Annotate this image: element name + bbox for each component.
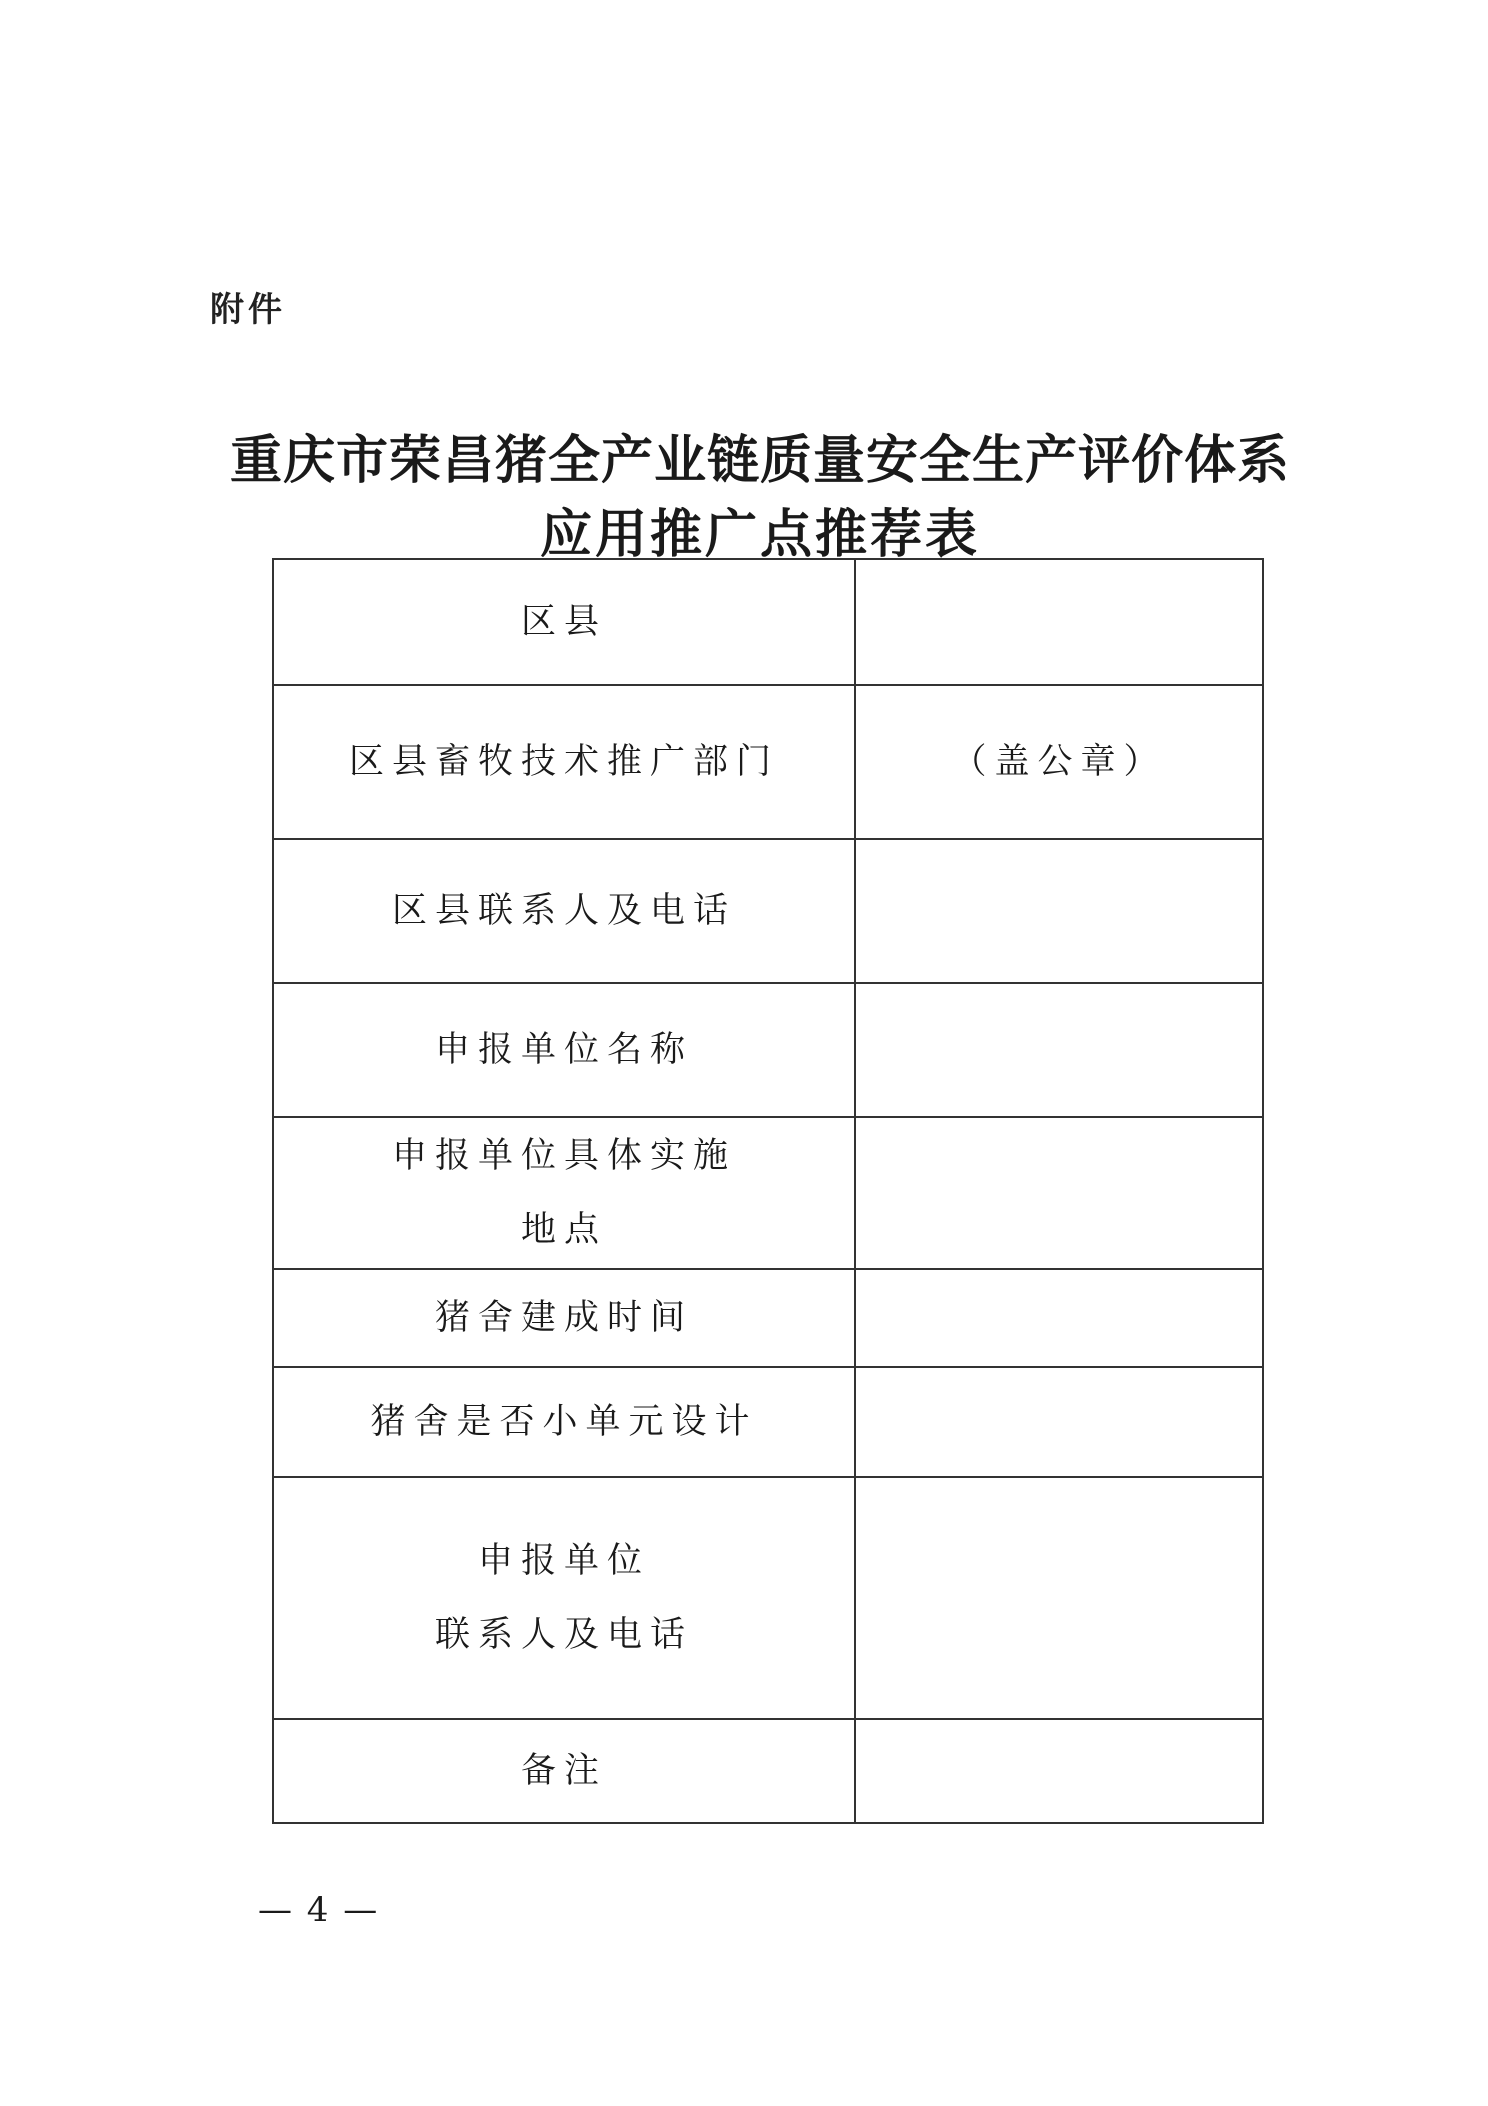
table-row	[273, 1719, 1263, 1823]
document-title-line-2: 应用推广点推荐表	[539, 505, 980, 565]
table-row	[273, 1269, 1263, 1367]
row-value-district[interactable]	[855, 559, 1263, 685]
table-row	[273, 1117, 1263, 1269]
row-value-applicant-name[interactable]	[855, 983, 1263, 1117]
page-number: — 4 —	[258, 1890, 380, 1930]
row-label-applicant-contact	[273, 1477, 855, 1719]
row-value-district-contact[interactable]	[855, 839, 1263, 983]
row-label-extension-department: 区县畜牧技术推广部门	[273, 685, 855, 839]
row-value-applicant-contact[interactable]	[855, 1477, 1263, 1719]
label-line: 申报单位具体实施	[391, 1136, 736, 1176]
row-value-official-seal[interactable]: （盖公章）	[855, 685, 1263, 839]
table-row	[273, 1477, 1263, 1719]
row-label-applicant-name: 申报单位名称	[273, 983, 855, 1117]
table-row	[273, 1367, 1263, 1477]
label-line: 地点	[520, 1210, 607, 1250]
attachment-label: 附件	[210, 290, 286, 330]
row-label-implementation-site	[273, 1117, 855, 1269]
table-row	[273, 685, 1263, 839]
row-value-implementation-site[interactable]	[855, 1117, 1263, 1269]
table-row	[273, 559, 1263, 685]
row-value-pigsty-build-time[interactable]	[855, 1269, 1263, 1367]
recommendation-form-table	[272, 558, 1264, 1824]
row-label-small-unit-design: 猪舍是否小单元设计	[273, 1367, 855, 1477]
row-label-district-contact: 区县联系人及电话	[273, 839, 855, 983]
table-row	[273, 839, 1263, 983]
table-row	[273, 983, 1263, 1117]
row-label-district: 区县	[273, 559, 855, 685]
label-line: 联系人及电话	[434, 1615, 693, 1655]
document-title-line-1: 重庆市荣昌猪全产业链质量安全生产评价体系	[229, 431, 1290, 491]
row-value-small-unit-design[interactable]	[855, 1367, 1263, 1477]
row-value-remarks[interactable]	[855, 1719, 1263, 1823]
row-label-remarks: 备注	[273, 1719, 855, 1823]
label-line: 申报单位	[477, 1541, 650, 1581]
row-label-pigsty-build-time: 猪舍建成时间	[273, 1269, 855, 1367]
